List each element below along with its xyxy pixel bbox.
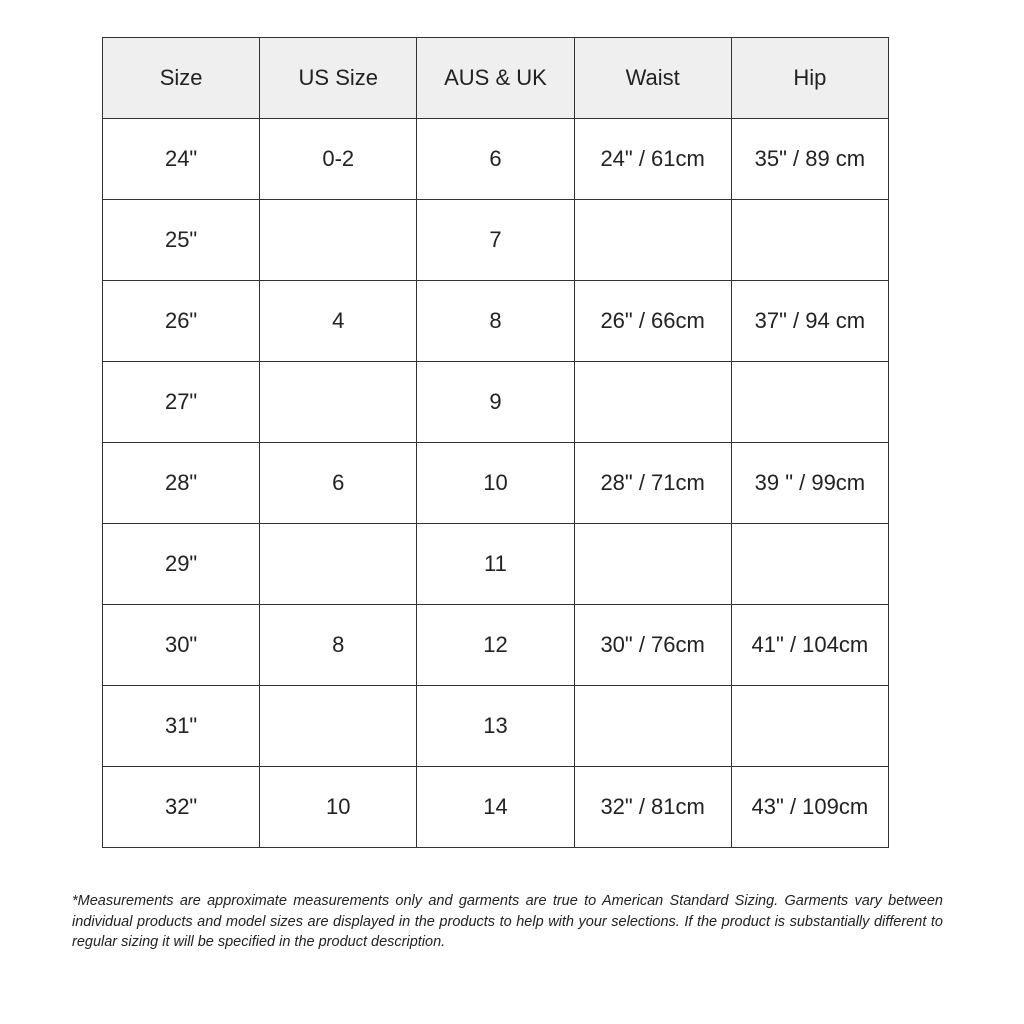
cell-us-size (260, 686, 417, 767)
header-row (103, 38, 889, 119)
cell-aus-uk: 7 (417, 200, 574, 281)
cell-aus-uk: 14 (417, 767, 574, 848)
cell-us-size: 8 (260, 605, 417, 686)
cell-waist: 26" / 66cm (574, 281, 731, 362)
header-waist: Waist (574, 38, 731, 119)
header-hip: Hip (731, 38, 888, 119)
cell-size: 25" (103, 200, 260, 281)
size-chart-table (102, 37, 889, 848)
table-body (103, 119, 889, 848)
cell-size: 31" (103, 686, 260, 767)
cell-us-size (260, 200, 417, 281)
cell-us-size: 0-2 (260, 119, 417, 200)
cell-size: 28" (103, 443, 260, 524)
cell-aus-uk: 6 (417, 119, 574, 200)
cell-us-size: 6 (260, 443, 417, 524)
cell-waist: 32" / 81cm (574, 767, 731, 848)
cell-waist (574, 524, 731, 605)
cell-us-size (260, 362, 417, 443)
cell-hip (731, 686, 888, 767)
cell-hip: 39 " / 99cm (731, 443, 888, 524)
cell-us-size (260, 524, 417, 605)
table-row (103, 767, 889, 848)
table-row (103, 281, 889, 362)
cell-hip (731, 362, 888, 443)
table-row (103, 200, 889, 281)
header-size: Size (103, 38, 260, 119)
cell-hip: 41" / 104cm (731, 605, 888, 686)
measurement-disclaimer: *Measurements are approximate measurements only and garments are true to American Standard Sizing. Garments vary between individual products and model sizes are displayed in the products to help with your selections. If the product is substantially different to regular sizing it will be specified in the product description. (72, 893, 943, 950)
cell-us-size: 4 (260, 281, 417, 362)
table-row (103, 119, 889, 200)
table-row (103, 605, 889, 686)
header-aus-uk: AUS & UK (417, 38, 574, 119)
table-header (103, 38, 889, 119)
cell-hip (731, 524, 888, 605)
cell-hip: 37" / 94 cm (731, 281, 888, 362)
cell-aus-uk: 8 (417, 281, 574, 362)
cell-size: 29" (103, 524, 260, 605)
cell-size: 26" (103, 281, 260, 362)
cell-aus-uk: 9 (417, 362, 574, 443)
cell-aus-uk: 12 (417, 605, 574, 686)
cell-waist (574, 200, 731, 281)
cell-waist: 24" / 61cm (574, 119, 731, 200)
cell-waist: 30" / 76cm (574, 605, 731, 686)
cell-aus-uk: 11 (417, 524, 574, 605)
cell-hip: 35" / 89 cm (731, 119, 888, 200)
cell-size: 27" (103, 362, 260, 443)
cell-waist (574, 362, 731, 443)
cell-waist (574, 686, 731, 767)
table-row (103, 443, 889, 524)
cell-aus-uk: 10 (417, 443, 574, 524)
cell-size: 30" (103, 605, 260, 686)
cell-size: 32" (103, 767, 260, 848)
table-row (103, 362, 889, 443)
cell-hip (731, 200, 888, 281)
cell-size: 24" (103, 119, 260, 200)
cell-us-size: 10 (260, 767, 417, 848)
header-us-size: US Size (260, 38, 417, 119)
cell-aus-uk: 13 (417, 686, 574, 767)
cell-waist: 28" / 71cm (574, 443, 731, 524)
table-row (103, 686, 889, 767)
cell-hip: 43" / 109cm (731, 767, 888, 848)
table-row (103, 524, 889, 605)
